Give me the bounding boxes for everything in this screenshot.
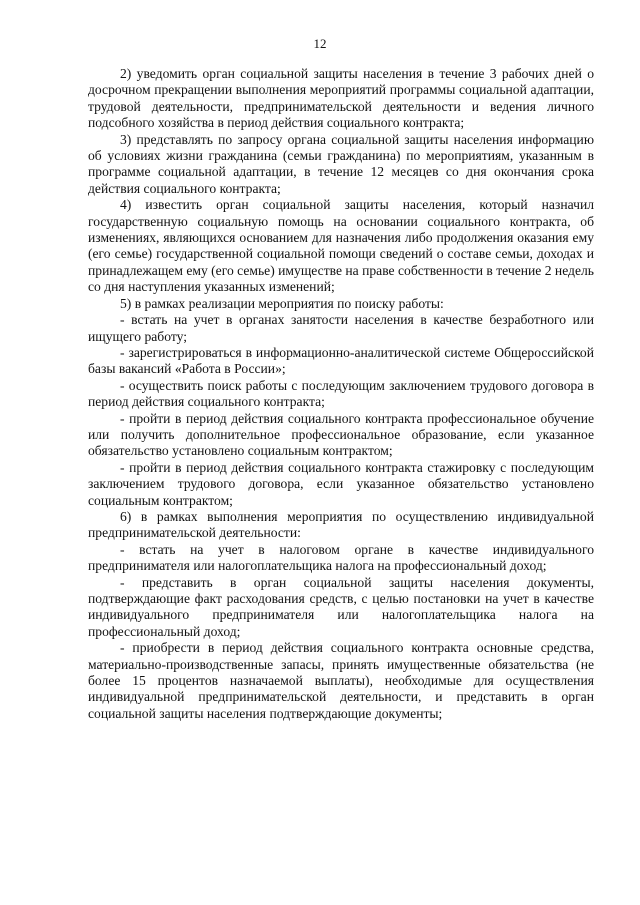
paragraph-item-4: 4) известить орган социальной защиты населения, который назначил государственную социальную помощь на основании социального контракта, об изменениях, являющихся основанием для назначения либо продолжения оказания ему (его семье) государственной социальной помощи сведений о составе семьи, доходах и принадлежащем ему (его семье) имуществе на праве собственности в течение 2 недель со дня наступления указанных изменений; <box>88 197 594 295</box>
paragraph-item-2: 2) уведомить орган социальной защиты населения в течение 3 рабочих дней о досрочном прекращении выполнения мероприятий программы социальной адаптации, трудовой деятельности, предпринимательской деятельности и ведения личного подсобного хозяйства в период действия социального контракта; <box>88 66 594 131</box>
subitem-tax-registration: - встать на учет в налоговом органе в качестве индивидуального предпринимателя или налогоплательщика налога на профессиональный доход; <box>88 541 594 574</box>
paragraph-item-6: 6) в рамках выполнения мероприятия по осуществлению индивидуальной предпринимательской деятельности: <box>88 508 594 541</box>
subitem-expense-documents: - представить в орган социальной защиты населения документы, подтверждающие факт расходования средств, с целью постановки на учет в качестве индивидуального предпринимателя или налогоплательщика налога на профессиональный доход; <box>88 574 594 639</box>
subitem-training: - пройти в период действия социального контракта профессиональное обучение или получить дополнительное профессиональное образование, если указанное обязательство установлено социальным контрактом; <box>88 410 594 459</box>
paragraph-item-5: 5) в рамках реализации мероприятия по поиску работы: <box>120 295 444 311</box>
page-number: 12 <box>313 36 327 51</box>
subitem-job-search: - осуществить поиск работы с последующим заключением трудового договора в период действия социального контракта; <box>88 377 594 410</box>
subitem-internship: - пройти в период действия социального контракта стажировку с последующим заключением трудового договора, если указанное обязательство установлено социальным контрактом; <box>88 459 594 508</box>
document-body <box>88 66 594 722</box>
subitem-acquire-assets: - приобрести в период действия социального контракта основные средства, материально-производственные запасы, принять имущественные обязательства (не более 15 процентов назначаемой выплаты), необходимые для осуществления индивидуальной предпринимательской деятельности, и представить в орган социальной защиты населения подтверждающие документы; <box>88 640 594 721</box>
paragraph-item-3: 3) представлять по запросу органа социальной защиты населения информацию об условиях жизни гражданина (семьи гражданина) по мероприятиям, указанным в программе социальной адаптации, в течение 12 месяцев со дня окончания срока действия социального контракта; <box>88 131 594 196</box>
subitem-register-unemployed: - встать на учет в органах занятости населения в качестве безработного или ищущего работу; <box>88 312 594 344</box>
subitem-register-job-portal: - зарегистрироваться в информационно-аналитической системе Общероссийской базы вакансий «Работа в России»; <box>88 344 594 377</box>
